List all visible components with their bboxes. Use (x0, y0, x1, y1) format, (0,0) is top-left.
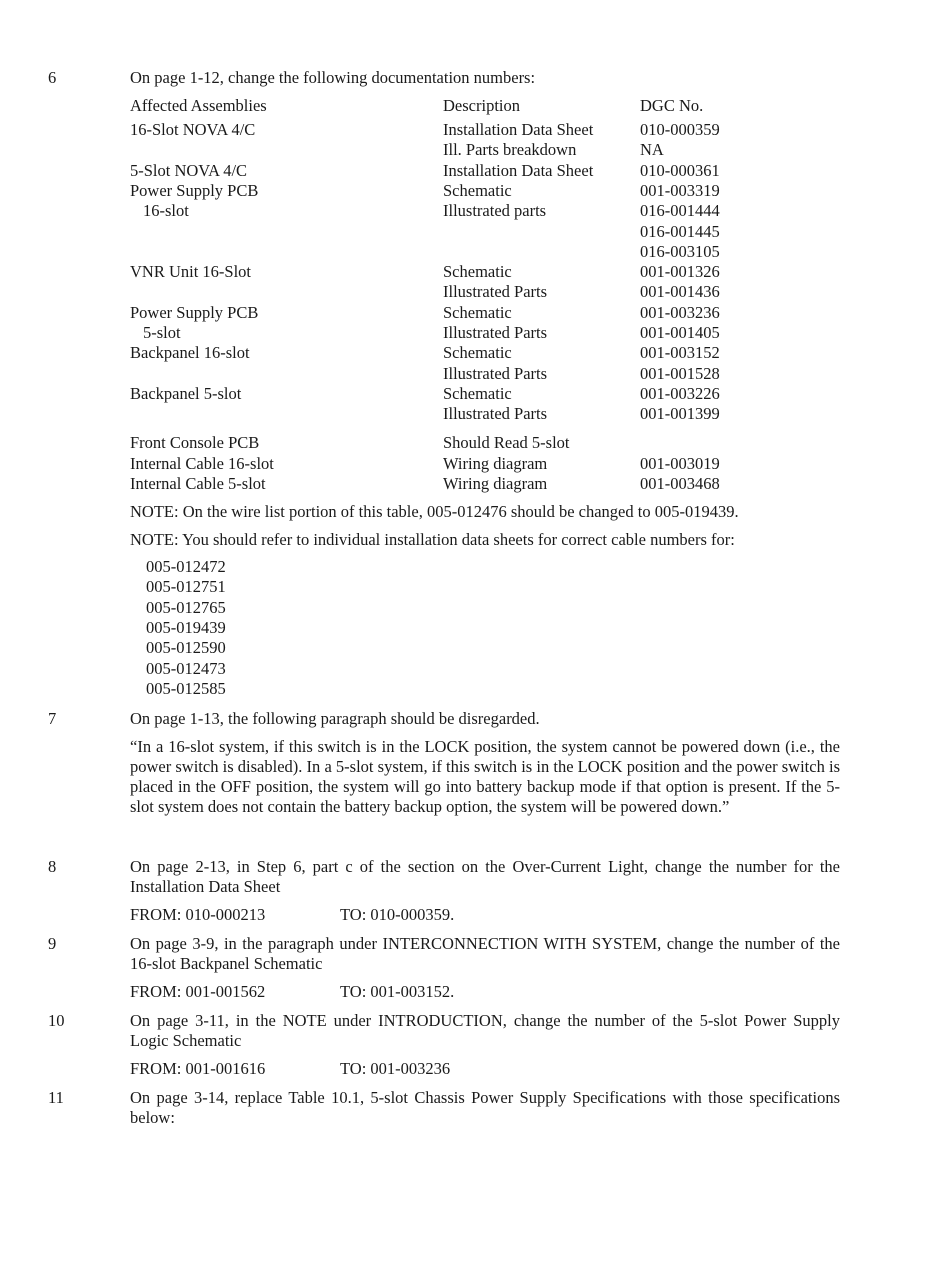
note-cable-numbers: NOTE: You should refer to individual installation data sheets for correct cable numbers for: (130, 530, 735, 549)
from-value: FROM: 010-000213 (130, 905, 266, 924)
list-item: 005-019439 (146, 617, 226, 637)
description-cell: Should Read 5-slot (443, 433, 570, 452)
dgc-number-cell: 001-003226 (640, 383, 720, 403)
item-number: 7 (48, 709, 57, 728)
table-row (130, 201, 850, 221)
item-10-from-to (130, 1059, 451, 1079)
list-item: 005-012472 (146, 557, 226, 576)
list-item: 005-012765 (146, 597, 226, 617)
dgc-number-cell: NA (640, 140, 664, 160)
dgc-number-cell: 001-003236 (640, 302, 720, 322)
item-number: 11 (48, 1088, 64, 1107)
item-8-from-to (130, 905, 455, 925)
header-description: Description (443, 96, 520, 115)
description-cell: Schematic (443, 262, 512, 282)
table-row (130, 303, 850, 323)
dgc-number-cell: 001-003468 (640, 474, 720, 493)
table-row (130, 433, 850, 453)
item-number: 9 (48, 934, 57, 953)
description-cell: Illustrated Parts (443, 404, 548, 424)
from-value: FROM: 001-001616 (130, 1059, 266, 1078)
table-row (130, 222, 850, 242)
table-row (130, 161, 850, 181)
dgc-number-cell: 010-000361 (640, 160, 720, 180)
table-header (130, 96, 850, 116)
item-7-intro: On page 1-13, the following paragraph should be disregarded. (130, 709, 540, 728)
to-value: TO: 010-000359. (340, 905, 455, 924)
item-number: 8 (48, 857, 57, 876)
table-row (130, 384, 850, 404)
dgc-number-cell: 001-003319 (640, 180, 720, 200)
description-cell: Schematic (443, 383, 512, 403)
dgc-number-cell: 001-001326 (640, 262, 720, 282)
table-row (130, 262, 850, 282)
table-row (130, 140, 850, 160)
table-row (130, 120, 850, 140)
dgc-number-cell: 001-001405 (640, 323, 720, 342)
item-7-quote (130, 737, 840, 817)
table-row (130, 282, 850, 302)
description-cell: Schematic (443, 343, 512, 363)
description-cell: Wiring diagram (443, 474, 548, 493)
item-9-paragraph: On page 3-9, in the paragraph under INTERCONNECTION WITH SYSTEM, change the number of the 16-slot Backpanel Schematic (130, 934, 840, 973)
table-row (130, 364, 850, 384)
assembly-cell: 5-Slot NOVA 4/C (130, 160, 248, 180)
dgc-number-cell: 016-001445 (640, 221, 720, 241)
note-wire-list: NOTE: On the wire list portion of this table, 005-012476 should be changed to 005-019439. (130, 502, 739, 521)
assembly-cell: Internal Cable 5-slot (130, 474, 266, 493)
description-cell: Installation Data Sheet (443, 160, 594, 180)
description-cell: Illustrated Parts (443, 363, 548, 383)
table-row (130, 343, 850, 363)
description-cell: Illustrated Parts (443, 282, 548, 302)
list-item: 005-012585 (146, 678, 226, 698)
description-cell: Illustrated Parts (443, 323, 548, 342)
item-10-paragraph: On page 3-11, in the NOTE under INTRODUCTION, change the number of the 5-slot Power Supply Logic Schematic (130, 1011, 840, 1050)
description-cell: Schematic (443, 302, 512, 322)
item-11-text (130, 1088, 840, 1128)
table-row (130, 404, 850, 424)
dgc-number-cell: 001-003019 (640, 453, 720, 473)
assembly-cell: VNR Unit 16-Slot (130, 262, 252, 282)
dgc-number-cell: 016-001444 (640, 201, 720, 221)
assembly-cell: 5-slot (143, 323, 181, 342)
header-dgc-no: DGC No. (640, 96, 704, 115)
dgc-number-cell: 001-001436 (640, 282, 720, 302)
item-8-paragraph: On page 2-13, in Step 6, part c of the section on the Over-Current Light, change the number for the Installation Data Sheet (130, 857, 840, 896)
assembly-cell: 16-Slot NOVA 4/C (130, 120, 256, 139)
disregarded-paragraph: “In a 16-slot system, if this switch is in the LOCK position, the system cannot be powered down (i.e., the power switch is disabled). In a 5-slot system, if this switch is in the LOCK position and the power switch is placed in the OFF position, the system will go into battery backup mode if that option is present. If the 5-slot system does not contain the battery backup option, the system will be powered down.” (130, 737, 840, 816)
item-11-paragraph: On page 3-14, replace Table 10.1, 5-slot Chassis Power Supply Specifications with those specifications below: (130, 1088, 840, 1127)
dgc-number-cell: 010-000359 (640, 120, 720, 139)
assembly-cell: Backpanel 5-slot (130, 383, 242, 403)
item-8-text (130, 857, 840, 897)
item-6-intro: On page 1-12, change the following documentation numbers: (130, 68, 536, 87)
description-cell: Illustrated parts (443, 201, 547, 221)
list-item: 005-012473 (146, 658, 226, 678)
item-number: 6 (48, 68, 57, 87)
assembly-cell: Power Supply PCB (130, 180, 259, 200)
item-number: 10 (48, 1011, 65, 1030)
table-row (130, 454, 850, 474)
description-cell: Schematic (443, 180, 512, 200)
list-item: 005-012751 (146, 577, 226, 597)
list-item: 005-012590 (146, 638, 226, 658)
table-row (130, 242, 850, 262)
dgc-number-cell: 001-001528 (640, 363, 720, 383)
dgc-number-cell: 001-001399 (640, 404, 720, 424)
to-value: TO: 001-003152. (340, 982, 455, 1001)
dgc-number-cell: 016-003105 (640, 241, 720, 261)
dgc-number-cell: 001-003152 (640, 343, 720, 363)
table-row (130, 323, 850, 343)
assembly-cell: Internal Cable 16-slot (130, 453, 274, 473)
item-9-from-to (130, 982, 455, 1002)
to-value: TO: 001-003236 (340, 1059, 451, 1078)
table-row (130, 181, 850, 201)
assembly-cell: Backpanel 16-slot (130, 343, 250, 363)
assembly-cell: Front Console PCB (130, 433, 260, 452)
description-cell: Installation Data Sheet (443, 120, 594, 139)
header-affected-assemblies: Affected Assemblies (130, 96, 267, 115)
assembly-cell: 16-slot (143, 201, 189, 221)
assembly-cell: Power Supply PCB (130, 302, 259, 322)
from-value: FROM: 001-001562 (130, 982, 266, 1001)
description-cell: Ill. Parts breakdown (443, 140, 577, 160)
item-9-text (130, 934, 840, 974)
description-cell: Wiring diagram (443, 453, 548, 473)
item-10-text (130, 1011, 840, 1051)
table-row (130, 474, 850, 494)
